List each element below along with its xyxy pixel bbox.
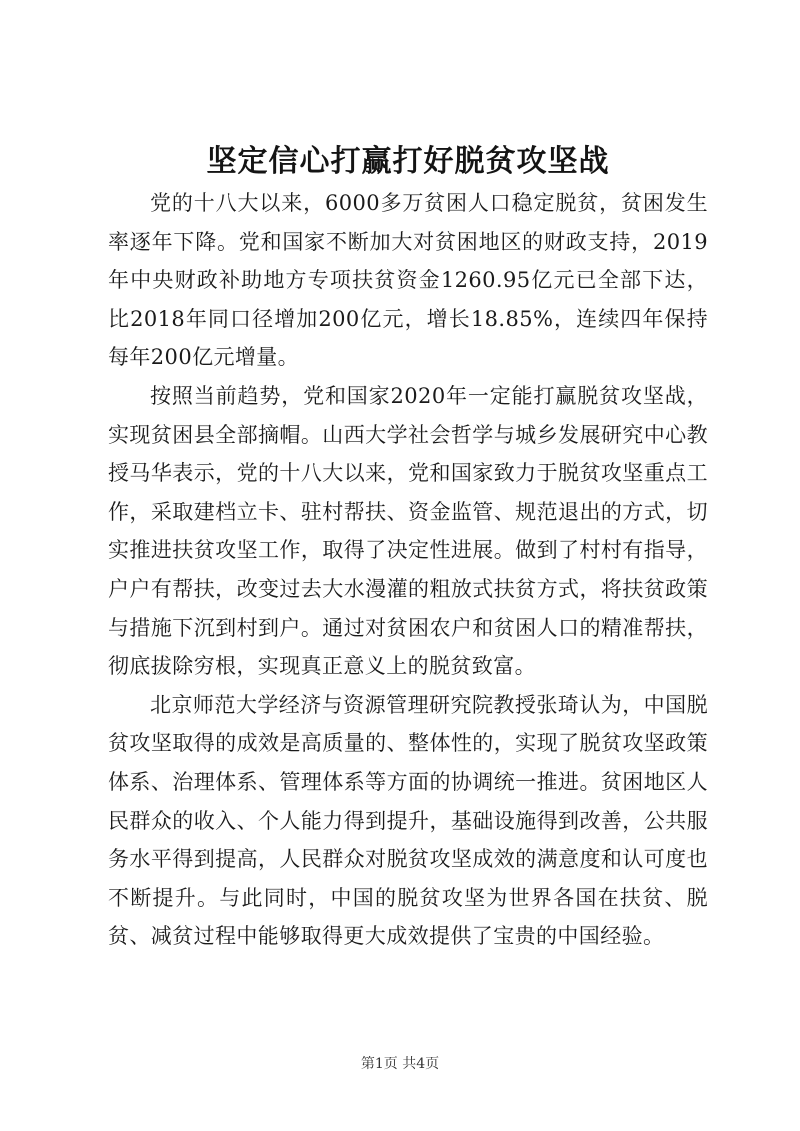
page-number-footer: 第1页 共4页 bbox=[360, 1056, 440, 1072]
document-body bbox=[108, 184, 708, 956]
paragraph-3: 北京师范大学经济与资源管理研究院教授张琦认为，中国脱贫攻坚取得的成效是高质量的、整体性的，实现了脱贫攻坚政策体系、治理体系、管理体系等方面的协调统一推进。贫困地区人民群众的收入、个人能力得到提升，基础设施得到改善，公共服务水平得到提高，人民群众对脱贫攻坚成效的满意度和认可度也不断提升。与此同时，中国的脱贫攻坚为世界各国在扶贫、脱贫、减贫过程中能够取得更大成效提供了宝贵的中国经验。 bbox=[108, 692, 708, 949]
paragraph-1: 党的十八大以来，6000多万贫困人口稳定脱贫，贫困发生率逐年下降。党和国家不断加大对贫困地区的财政支持，2019年中央财政补助地方专项扶贫资金1260.95亿元已全部下达，比2018年同口径增加200亿元，增长18.85%，连续四年保持每年200亿元增量。 bbox=[108, 191, 708, 370]
document-title: 坚定信心打赢打好脱贫攻坚战 bbox=[206, 144, 610, 179]
paragraph-2: 按照当前趋势，党和国家2020年一定能打赢脱贫攻坚战，实现贫困县全部摘帽。山西大学社会哲学与城乡发展研究中心教授马华表示，党的十八大以来，党和国家致力于脱贫攻坚重点工作，采取建档立卡、驻村帮扶、资金监管、规范退出的方式，切实推进扶贫攻坚工作，取得了决定性进展。做到了村村有指导，户户有帮扶，改变过去大水漫灌的粗放式扶贫方式，将扶贫政策与措施下沉到村到户。通过对贫困农户和贫困人口的精准帮扶，彻底拔除穷根，实现真正意义上的脱贫致富。 bbox=[108, 383, 708, 679]
